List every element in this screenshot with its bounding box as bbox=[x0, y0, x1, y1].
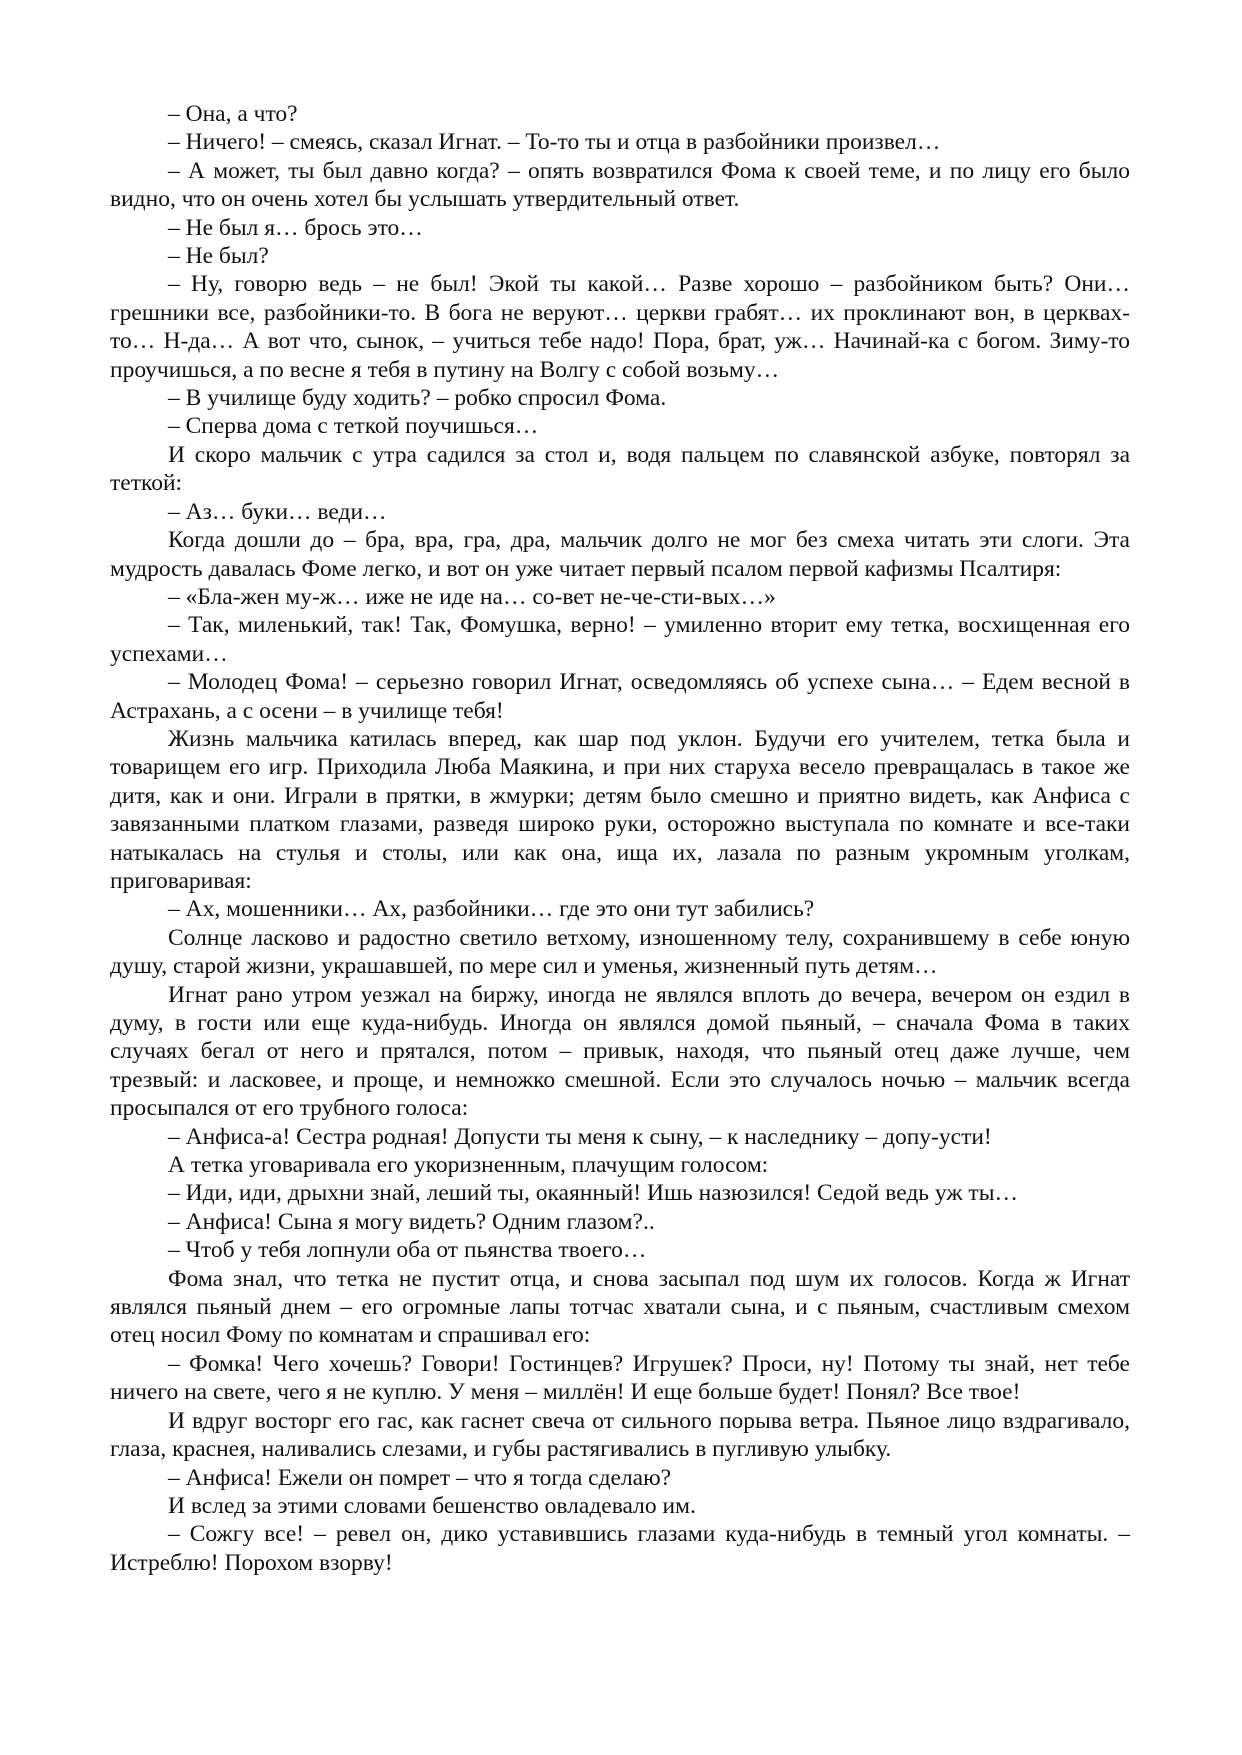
paragraph: – Ах, мошенники… Ах, разбойники… где это они тут забились? bbox=[168, 896, 815, 923]
paragraph: – «Бла-жен му-ж… иже не иде на… со-вет не-че-сти-вых…» bbox=[168, 583, 776, 610]
paragraph: – В училище буду ходить? – робко спросил Фома. bbox=[168, 385, 667, 412]
paragraph: – Чтоб у тебя лопнули оба от пьянства твоего… bbox=[168, 1237, 647, 1264]
paragraph: И скоро мальчик с утра садился за стол и, водя пальцем по славянской азбуке, повторял за теткой: bbox=[110, 441, 1130, 497]
paragraph: – Молодец Фома! – серьезно говорил Игнат, осведомляясь об успехе сына… – Едем весной в Астрахань, а с осени – в училище тебя! bbox=[110, 669, 1130, 724]
paragraph: Фома знал, что тетка не пустит отца, и снова засыпал под шум их голосов. Когда ж Игнат являлся пьяный днем – его огромные лапы тотчас хватали сына, и с пьяным, счастливым смехом отец носил Фому по комнатам и спрашивал его: bbox=[110, 1265, 1130, 1349]
paragraph: – Так, миленький, так! Так, Фомушка, верно! – умиленно вторит ему тетка, восхищенная его успехами… bbox=[110, 612, 1130, 667]
paragraph: И вслед за этими словами бешенство овладевало им. bbox=[168, 1492, 696, 1519]
paragraph: – Фомка! Чего хочешь? Говори! Гостинцев? Игрушек? Проси, ну! Потому ты знай, нет тебе ничего на свете, чего я не куплю. У меня – миллён! И еще больше будет! Понял? Все твое! bbox=[110, 1350, 1130, 1406]
paragraph: – Она, а что? bbox=[168, 101, 298, 127]
paragraph: – Иди, иди, дрыхни знай, леший ты, окаянный! Ишь назюзился! Седой ведь уж ты… bbox=[168, 1180, 1018, 1207]
paragraph: Жизнь мальчика катилась вперед, как шар под уклон. Будучи его учителем, тетка была и товарищем его игр. Приходила Люба Маякина, и при них старуха весело превращалась в такое же дитя, как и они. Играли в прятки, в жмурки; детям было смешно и приятно видеть, как Анфиса с завязанными платком глазами, разведя широко руки, осторожно выступала по комнате и все-таки натыкалась на стулья и столы, или как она, ища их, лазала по разным укромным уголкам, приговаривая: bbox=[110, 725, 1130, 894]
paragraph: Солнце ласково и радостно светило ветхому, изношенному телу, сохранившему в себе юную душу, старой жизни, украшавшей, по мере сил и уменья, жизненный путь детям… bbox=[110, 924, 1130, 980]
paragraph: – Анфиса! Сына я могу видеть? Одним глазом?.. bbox=[168, 1208, 655, 1235]
paragraph: И вдруг восторг его гас, как гаснет свеча от сильного порыва ветра. Пьяное лицо вздрагивало, глаза, краснея, наливались слезами, и губы растягивались в пугливую улыбку. bbox=[110, 1407, 1130, 1463]
paragraph: – Анфиса! Ежели он помрет – что я тогда сделаю? bbox=[168, 1464, 672, 1491]
paragraph: – Сожгу все! – ревел он, дико уставившись глазами куда-нибудь в темный угол комнаты. – Истреблю! Порохом взорву! bbox=[110, 1521, 1130, 1576]
paragraph: – А может, ты был давно когда? – опять возвратился Фома к своей теме, и по лицу его было видно, что он очень хотел бы услышать утвердительный ответ. bbox=[110, 157, 1130, 213]
paragraph: – Ну, говорю ведь – не был! Экой ты какой… Разве хорошо – разбойником быть? Они… грешники все, разбойники-то. В бога не веруют… церкви грабят… их проклинают вон, в церквах-то… Н-да… А вот что, сынок, – учиться тебе надо! Пора, брат, уж… Начинай-ка с богом. Зиму-то проучишься, а по весне я тебя в путину на Волгу с собой возьму… bbox=[110, 271, 1130, 383]
page-body bbox=[110, 100, 1130, 1577]
paragraph: Игнат рано утром уезжал на биржу, иногда не являлся вплоть до вечера, вечером он ездил в думу, в гости или еще куда-нибудь. Иногда он являлся домой пьяный, – сначала Фома в таких случаях бегал от него и прятался, потом – привык, находя, что пьяный отец даже лучше, чем трезвый: и ласковее, и проще, и немножко смешной. Если это случалось ночью – мальчик всегда просыпался от его трубного голоса: bbox=[110, 981, 1130, 1122]
paragraph: – Не был я… брось это… bbox=[168, 214, 423, 241]
paragraph: – Аз… буки… веди… bbox=[168, 498, 387, 525]
paragraph: – Анфиса-а! Сестра родная! Допусти ты меня к сыну, – к наследнику – допу-усти! bbox=[168, 1123, 992, 1150]
paragraph: – Сперва дома с теткой поучишься… bbox=[168, 413, 539, 440]
paragraph: – Ничего! – смеясь, сказал Игнат. – То-то ты и отца в разбойники произвел… bbox=[168, 129, 941, 156]
paragraph: – Не был? bbox=[168, 243, 269, 270]
paragraph: А тетка уговаривала его укоризненным, плачущим голосом: bbox=[168, 1152, 769, 1179]
paragraph: Когда дошли до – бра, вра, гра, дра, мальчик долго не мог без смеха читать эти слоги. Эта мудрость давалась Фоме легко, и вот он уже читает первый псалом первой кафизмы Псалтиря: bbox=[110, 527, 1130, 582]
